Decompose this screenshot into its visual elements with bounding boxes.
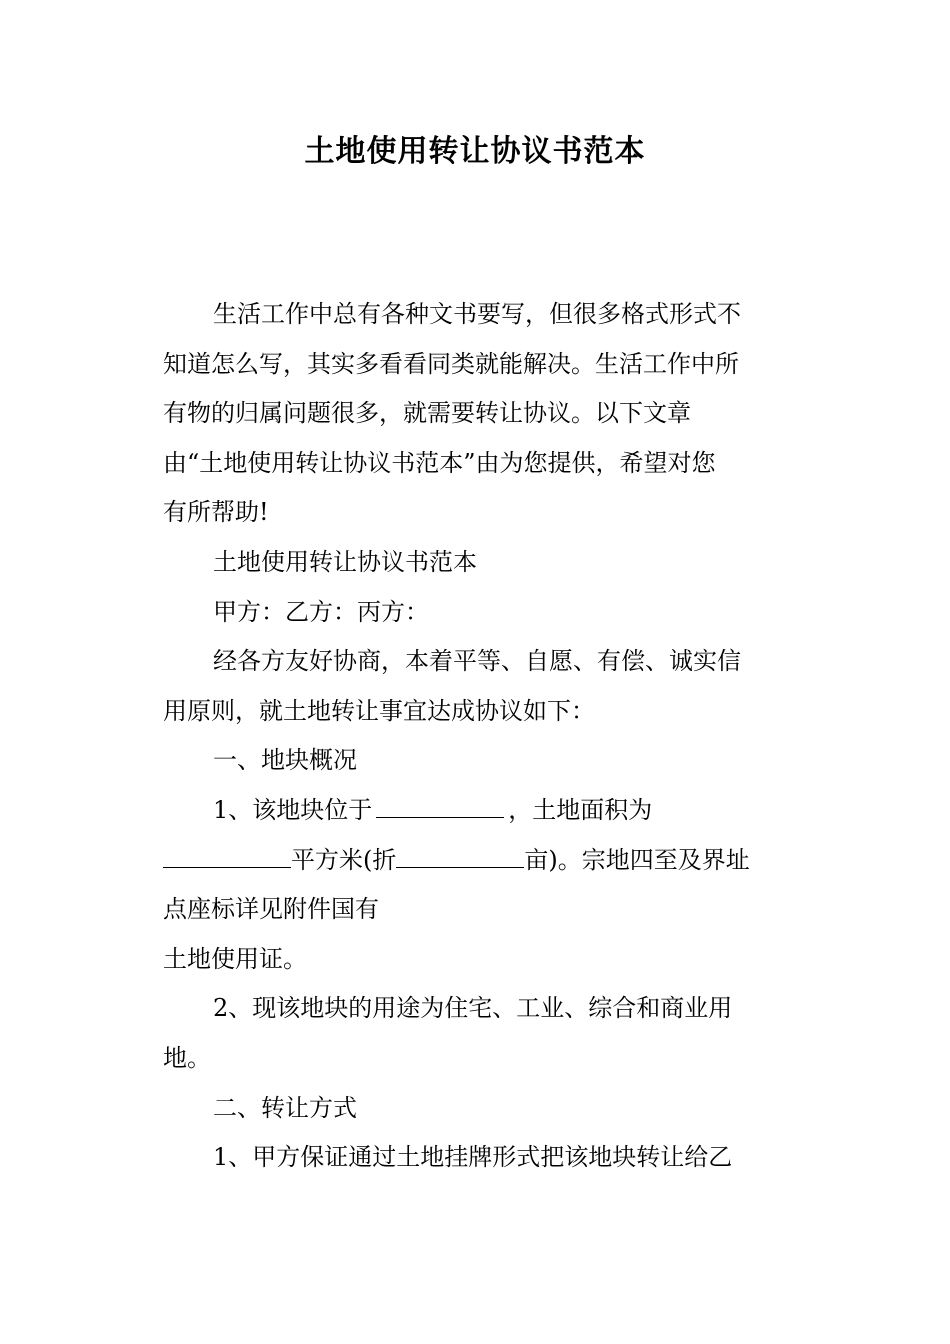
intro-line: 有所帮助! — [163, 498, 269, 527]
clause-line: 1、甲方保证通过土地挂牌形式把该地块转让给乙 — [213, 1143, 733, 1172]
section-heading: 二、转让方式 — [213, 1093, 357, 1122]
clause-text: 1、该地块位于 — [213, 795, 373, 824]
fill-in-blank — [396, 847, 524, 868]
document-body — [163, 290, 775, 1183]
clause-text: 平方米(折 — [291, 845, 397, 874]
clause-item — [163, 836, 775, 886]
section-heading: 一、地块概况 — [213, 746, 357, 775]
clause-text: 亩)。宗地四至及界址 — [524, 845, 750, 874]
fill-in-blank — [163, 847, 291, 868]
clause-line: 2、现该地块的用途为住宅、工业、综合和商业用 — [213, 994, 733, 1023]
preamble-line: 用原则，就土地转让事宜达成协议如下： — [163, 696, 595, 725]
clause-line: 点座标详见附件国有 — [163, 895, 379, 924]
parties-line: 甲方：乙方：丙方： — [213, 597, 429, 626]
intro-line: 知道怎么写，其实多看看同类就能解决。生活工作中所 — [163, 349, 739, 378]
intro-line: 由“土地使用转让协议书范本”由为您提供，希望对您 — [163, 448, 716, 477]
clause-item — [163, 786, 775, 836]
document-title: 土地使用转让协议书范本 — [304, 134, 646, 169]
clause-line: 土地使用证。 — [163, 944, 307, 973]
clause-line: 地。 — [163, 1043, 211, 1072]
fill-in-blank — [376, 797, 504, 818]
clause-text: ，土地面积为 — [508, 795, 653, 824]
agreement-subtitle: 土地使用转让协议书范本 — [213, 547, 477, 576]
intro-line: 生活工作中总有各种文书要写，但很多格式形式不 — [213, 300, 741, 328]
preamble-line: 经各方友好协商，本着平等、自愿、有偿、诚实信 — [213, 647, 741, 676]
intro-line: 有物的归属问题很多，就需要转让协议。以下文章 — [163, 399, 691, 428]
